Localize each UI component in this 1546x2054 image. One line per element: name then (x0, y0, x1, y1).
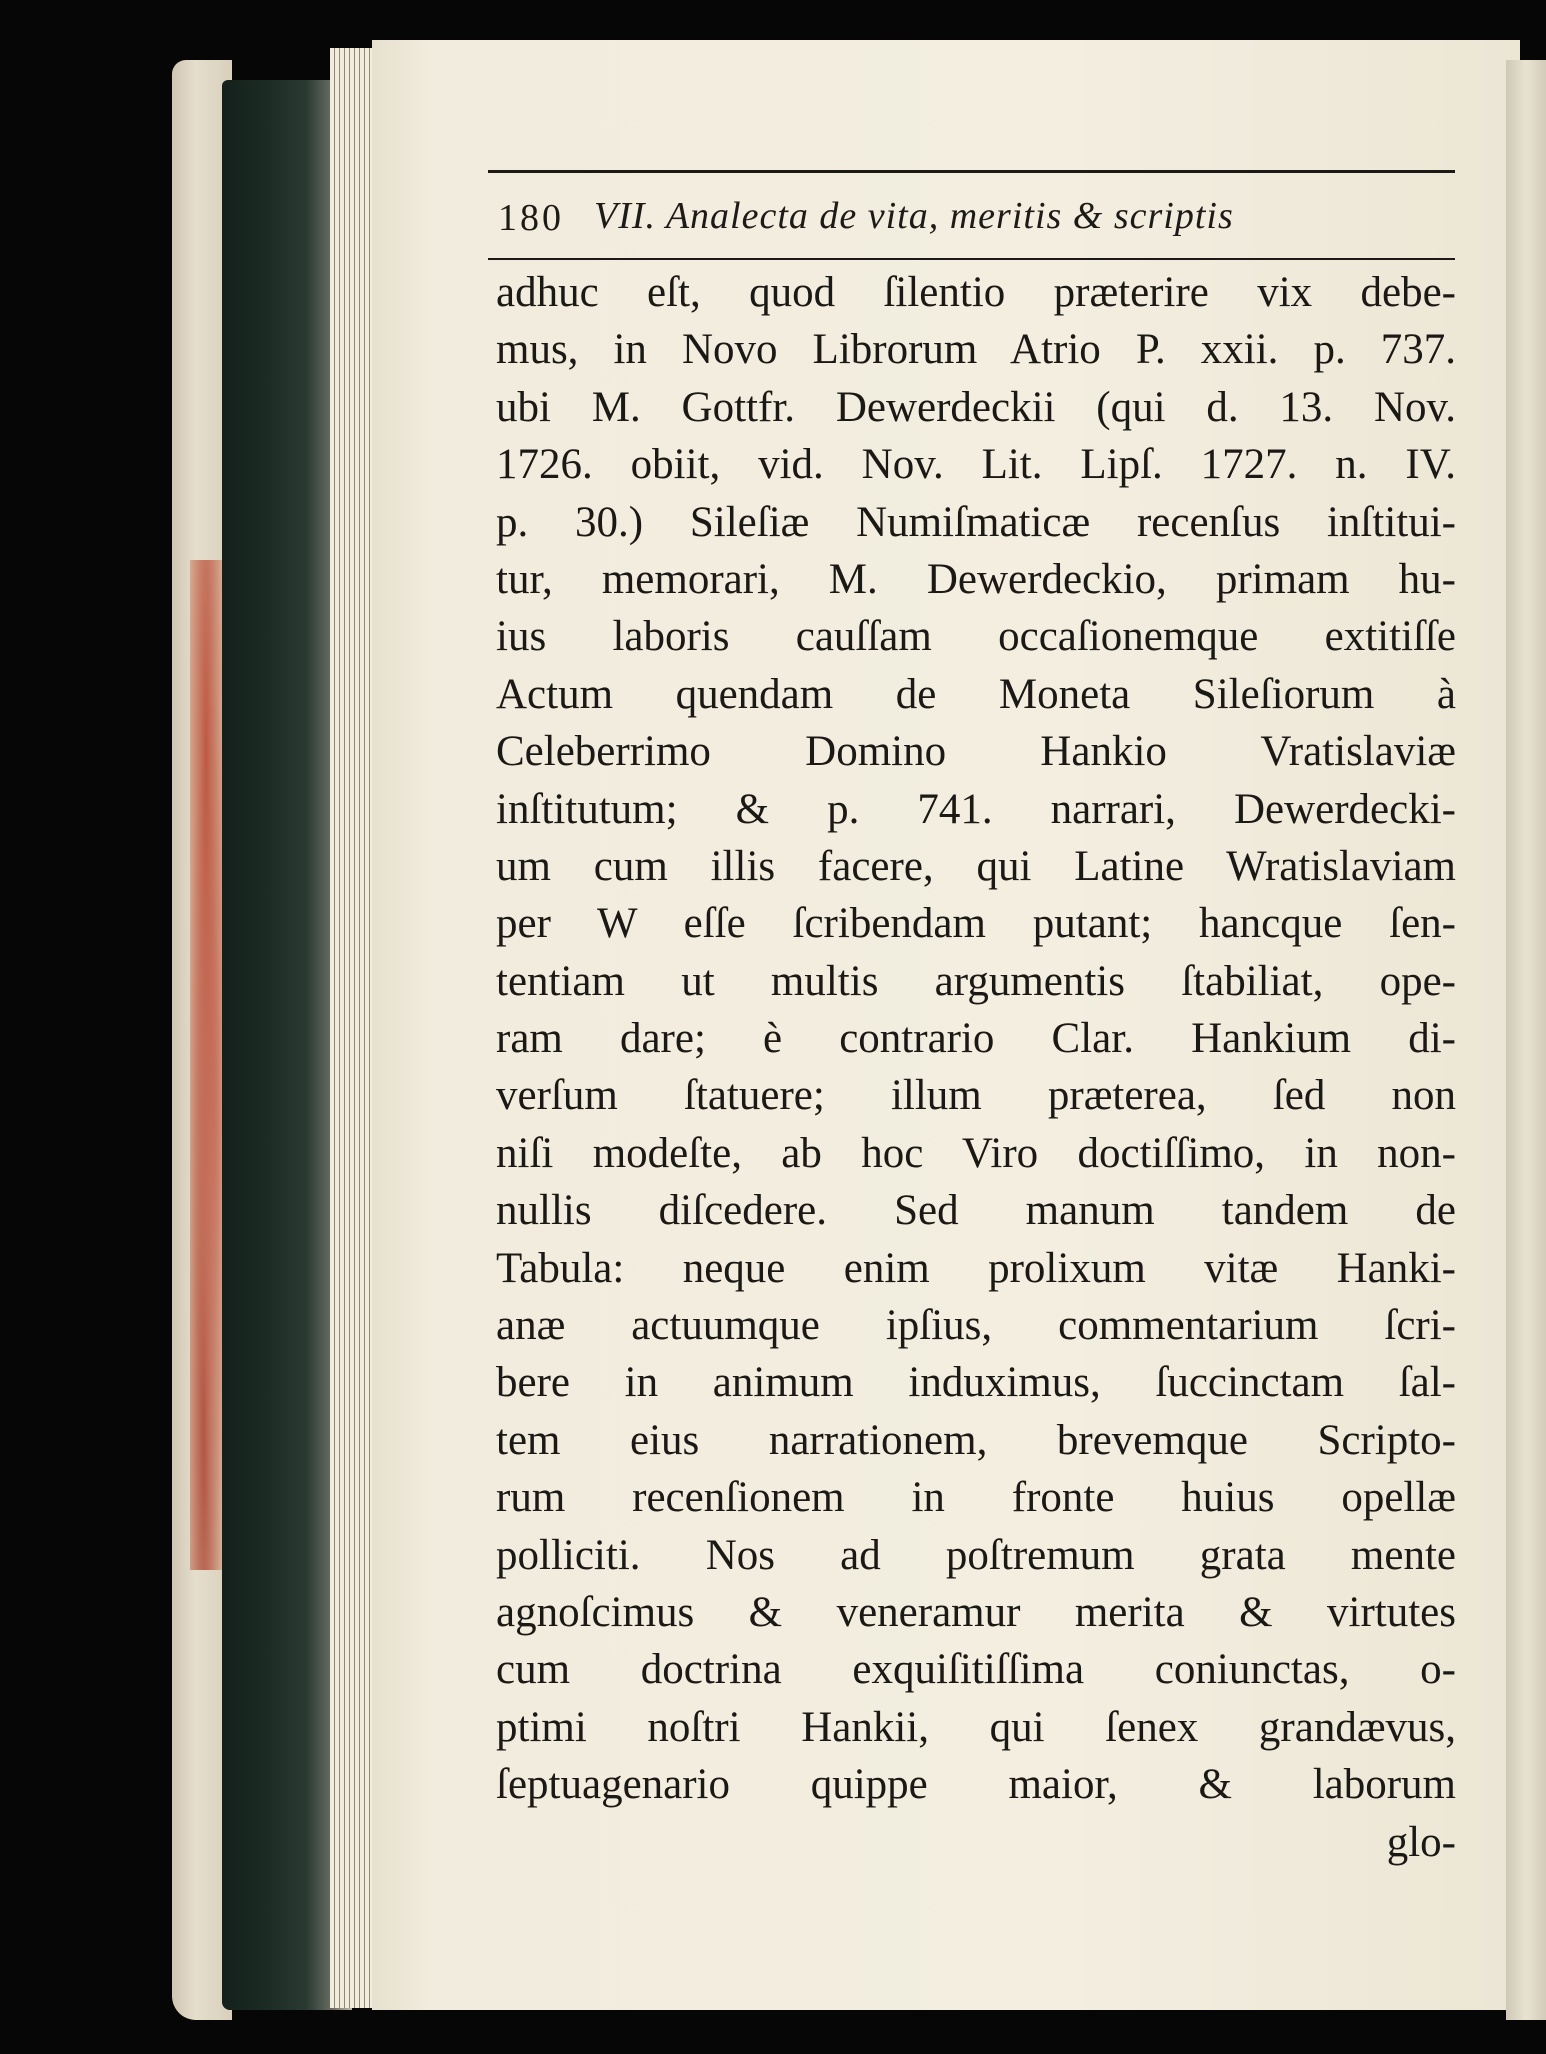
text-line: 1726. obiit, vid. Nov. Lit. Lipſ. 1727. n. IV. (496, 441, 1456, 489)
text-line: niſi modeſte, ab hoc Viro doctiſſimo, in non- (496, 1129, 1456, 1177)
text-line: mus, in Novo Librorum Atrio P. xxii. p. 737. (496, 326, 1456, 374)
facing-page-edge (1506, 60, 1546, 2020)
catchword: glo- (1386, 1818, 1456, 1866)
text-line: inſtitutum; & p. 741. narrari, Dewerdecki- (496, 785, 1456, 833)
text-line: adhuc eſt, quod ſilentio præterire vix debe- (496, 269, 1456, 316)
page-number: 180 (498, 197, 564, 239)
text-line: agnoſcimus & veneramur merita & virtutes (496, 1588, 1456, 1636)
text-line: ram dare; è contrario Clar. Hankium di- (496, 1015, 1456, 1063)
text-line: tentiam ut multis argumentis ſtabiliat, ope- (496, 957, 1456, 1005)
text-line: per W eſſe ſcribendam putant; hancque ſen- (496, 900, 1456, 948)
text-line: Tabula: neque enim prolixum vitæ Hanki- (496, 1244, 1456, 1292)
body-text (496, 264, 1456, 1871)
running-header (488, 186, 1455, 246)
text-line: anæ actuumque ipſius, commentarium ſcri- (496, 1302, 1456, 1350)
text-line: ſeptuagenario quippe maior, & laborum (496, 1761, 1456, 1809)
text-line: Celeberrimo Domino Hankio Vratislaviæ (496, 728, 1456, 776)
text-line: um cum illis facere, qui Latine Wratislaviam (496, 842, 1456, 890)
text-line: rum recenſionem in fronte huius opellæ (496, 1474, 1456, 1522)
text-line: Actum quendam de Moneta Sileſiorum à (496, 670, 1456, 718)
text-line: ius laboris cauſſam occaſionemque extitiſſe (496, 613, 1456, 661)
text-line: bere in animum induximus, ſuccinctam ſal- (496, 1359, 1456, 1407)
text-line: ptimi noſtri Hankii, qui ſenex grandævus, (496, 1703, 1456, 1751)
running-title: VII. Analecta de vita, meritis & scriptis (594, 195, 1234, 237)
header-rule-bottom (488, 258, 1455, 260)
text-line: polliciti. Nos ad poſtremum grata mente (496, 1531, 1456, 1579)
text-line: verſum ſtatuere; illum præterea, ſed non (496, 1072, 1456, 1120)
text-line: p. 30.) Sileſiæ Numiſmaticæ recenſus inſtitui- (496, 498, 1456, 546)
text-line: tem eius narrationem, brevemque Scripto- (496, 1416, 1456, 1464)
text-line: ubi M. Gottfr. Dewerdeckii (qui d. 13. Nov. (496, 383, 1456, 431)
text-line: nullis diſcedere. Sed manum tandem de (496, 1187, 1456, 1235)
text-line: tur, memorari, M. Dewerdeckio, primam hu- (496, 555, 1456, 603)
header-rule-top (488, 170, 1455, 173)
text-line: cum doctrina exquiſitiſſima coniunctas, o- (496, 1646, 1456, 1694)
page-stack (330, 48, 378, 2008)
